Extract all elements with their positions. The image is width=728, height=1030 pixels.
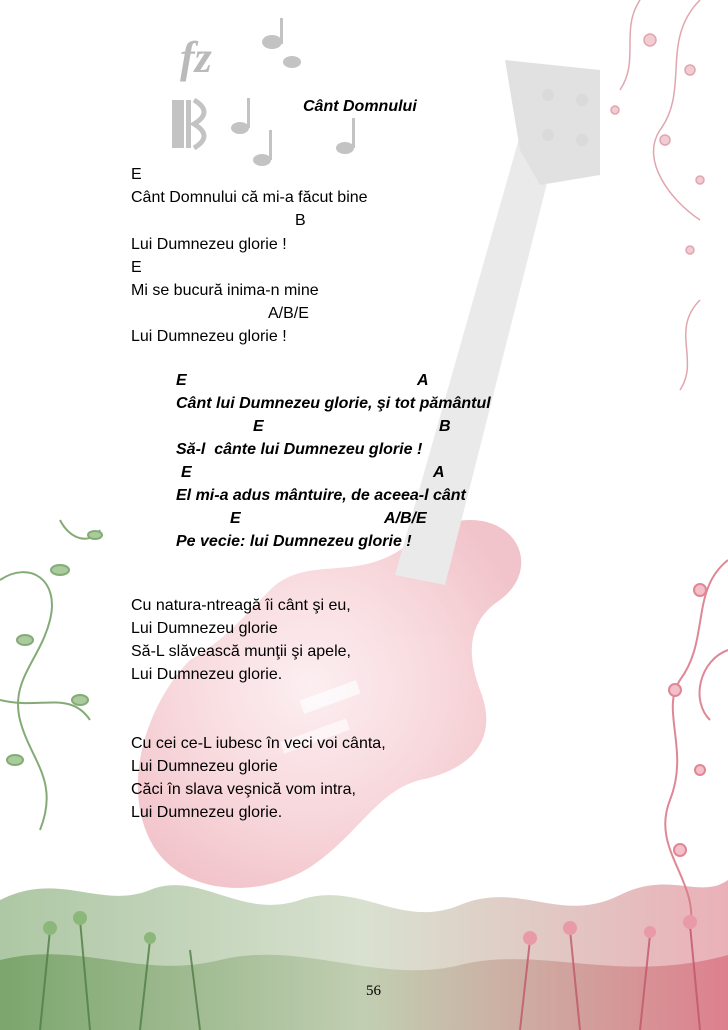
lyric-line: Cânt Domnului că mi-a făcut bine [131,189,368,206]
chord: A/B/E [268,305,309,322]
music-notes-icon [172,18,355,166]
chord: A [417,372,429,389]
lyric-line: Pe vecie: lui Dumnezeu glorie ! [176,533,412,550]
floral-vine-right [611,0,704,390]
floral-vine-right-lower [665,560,728,930]
lyric-line: Mi se bucură inima-n mine [131,282,319,299]
lyric-line: Cânt lui Dumnezeu glorie, şi tot pământul [176,395,491,412]
lyric-line: Lui Dumnezeu glorie [131,620,278,637]
chord: A/B/E [384,510,427,527]
chord: B [295,212,306,229]
chord: A [433,464,445,481]
lyric-line: El mi-a adus mântuire, de aceea-l cânt [176,487,466,504]
chord: E [176,372,187,389]
lyric-line: Să-L slăvească munţii şi apele, [131,643,351,660]
song-title: Cânt Domnului [303,98,417,115]
chord: E [131,166,142,183]
lyric-line: Căci în slava veşnică vom intra, [131,781,356,798]
bottom-garden [0,880,728,1030]
fz-symbol: fz [180,33,212,82]
lyric-line: Să-l cânte lui Dumnezeu glorie ! [176,441,423,458]
lyric-line: Lui Dumnezeu glorie ! [131,328,287,345]
lyric-line: Cu natura-ntreagă îi cânt şi eu, [131,597,351,614]
lyric-line: Lui Dumnezeu glorie. [131,804,283,821]
chord: B [439,418,451,435]
chord: E [230,510,241,527]
chord: E [181,464,192,481]
lyric-line: Lui Dumnezeu glorie [131,758,278,775]
chord: E [253,418,264,435]
floral-vine-left [0,520,102,830]
chord: E [131,259,142,276]
page-number: 56 [366,983,381,999]
lyric-line: Lui Dumnezeu glorie ! [131,236,287,253]
lyric-line: Cu cei ce-L iubesc în veci voi cânta, [131,735,386,752]
lyric-line: Lui Dumnezeu glorie. [131,666,283,683]
